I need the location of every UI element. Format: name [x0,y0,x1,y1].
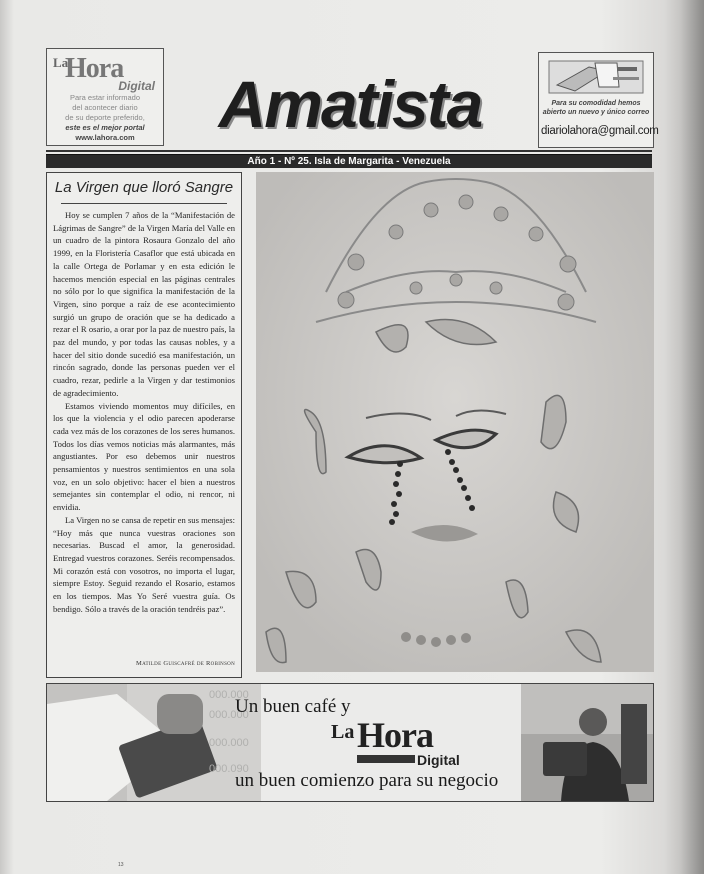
promo-url: www.lahora.com [75,133,135,142]
page-number: 13 [118,862,124,868]
ad-logo-la: La [331,721,355,743]
article-paragraph: Hoy se cumplen 7 años de la “Manifestación de Lágrimas de Sangre” de la Virgen María del Valle en un cuadro de la pintora Rosaura Gonzalo del año 1999, en la Floristería Casaflor que está ubicada en la calle Ortega de Porlamar y en esta edición le hacemos mención especial en las páginas centrales no sólo por lo que significa la manifestación de la Virgen, sino porque a raíz de ese acontecimiento surgió un grupo de oración que se ha dedicado a rezar el R osario, a orar por la paz de nuestro país, la paz del mundo, y por todas las causas nobles, y a hacer del sitio donde sucedió esa manifestación, un rincón sagrado, donde las personas pueden ver el cuadro, rezar, pedirle a la Virgen y dar testimonios de agradecimiento. [53,210,235,398]
logo-hora-text: Hora [65,53,124,84]
lahora-promo-box [46,48,164,146]
promo-tagline: este es el mejor portal [65,123,145,132]
title-rule [61,203,227,204]
ad-line-1: Un buen café y [235,696,351,717]
masthead-title: Amatista [218,67,482,141]
article-title: La Virgen que lloró Sangre [54,179,234,196]
page-fold-shadow [664,0,704,874]
lahora-logo [51,53,159,93]
email-address: diariolahora@gmail.com [541,125,659,137]
businessman-photo [521,684,653,801]
svg-text:000.000: 000.000 [209,737,249,749]
article-box [46,172,242,678]
promo-line-3: de su deporte preferido, [65,113,145,122]
issue-bar [46,154,652,168]
article-paragraph: La Virgen no se cansa de repetir en sus mensajes: “Hoy más que nunca vuestras oraciones son necesarias. Buscad el amor, la generosidad. Entregad vuestros corazones. Seréis recompensados. Mi corazón está con vosotros, no importa el lugar, siempre Estoy. Seguid rezando el Rosario, estamos en los tiempos. Mas Yo Seré vuestra guía. Os bendigo. Sólo a través de la oración tendréis paz”. [53,514,235,614]
lahora-advertisement [46,683,654,802]
svg-text:000.000: 000.000 [209,689,249,701]
ad-logo-digital: Digital [417,752,460,768]
ad-line-2: un buen comienzo para su negocio [235,770,499,791]
email-promo-line-2: abierto un nuevo y único correo [542,109,650,116]
email-promo-box [538,52,659,148]
issue-line: Año 1 - Nº 25. Isla de Margarita - Venezuela [247,156,451,167]
promo-text [51,93,159,143]
masthead-rule [46,150,652,152]
svg-text:000.000: 000.000 [209,709,249,721]
logo-la-text: La [53,55,69,70]
virgin-painting-photo [256,172,654,672]
article-paragraph: Estamos viviendo momentos muy difíciles, en los que la violencia y el odio parecen apoderarse cada vez más de los corazones de los seres humanos. Todos los días vemos noticias más alarmantes, más angustiantes. Por eso debemos unir nuestros pensamientos y nuestros sentimientos en una sola voz, en un solo objetivo: hacer el bien a nuestros semejantes sin contemplar el odio, ni rencor, ni envidia. [53,400,235,513]
envelope-illustration-icon [547,57,645,97]
virgin-painting-illustration [256,172,654,672]
ad-logo-hora: Hora [357,715,433,755]
calculator-photo [47,684,261,801]
article-body [53,209,235,616]
promo-line-1: Para estar informado [69,93,141,102]
email-promo-line-1: Para su comodidad hemos [551,100,641,107]
ad-logo-bar [357,755,415,763]
promo-line-2: del acontecer diario [72,103,138,112]
logo-digital-text: Digital [118,79,155,93]
svg-text:000.090: 000.090 [209,763,249,775]
email-promo-text [541,99,651,117]
article-byline: Matilde Guiscafré de Robinson [136,660,235,667]
